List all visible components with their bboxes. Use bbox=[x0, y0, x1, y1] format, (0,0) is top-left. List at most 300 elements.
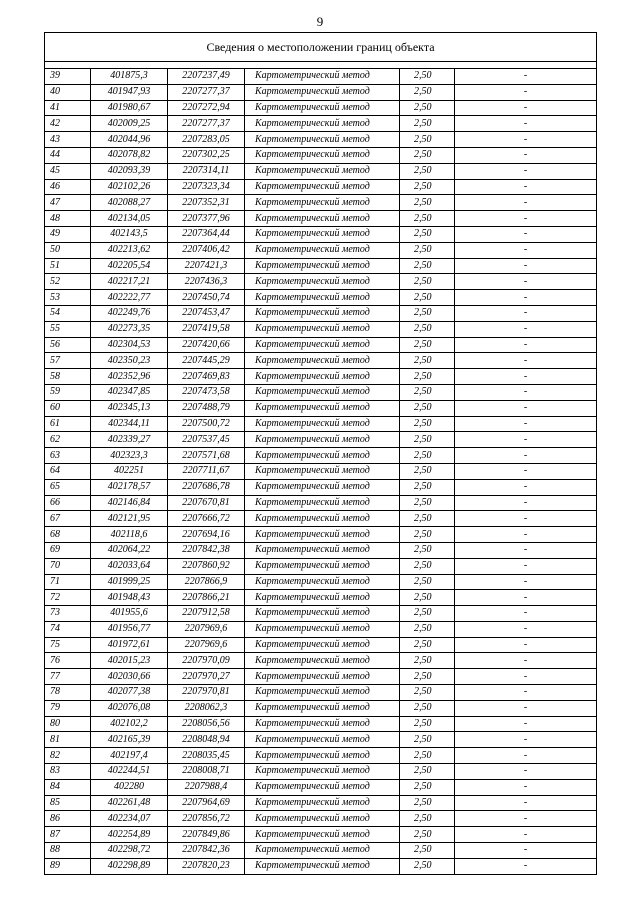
y-coordinate-cell: 2207500,72 bbox=[168, 416, 245, 432]
y-coordinate-cell: 2207856,72 bbox=[168, 811, 245, 827]
table-row bbox=[45, 811, 597, 827]
accuracy-cell: 2,50 bbox=[400, 195, 455, 211]
table-row bbox=[45, 700, 597, 716]
accuracy-cell: 2,50 bbox=[400, 748, 455, 764]
note-cell: - bbox=[455, 195, 597, 211]
method-cell: Картометрический метод bbox=[245, 574, 400, 590]
y-coordinate-cell: 2208062,3 bbox=[168, 700, 245, 716]
note-cell: - bbox=[455, 716, 597, 732]
point-number-cell: 49 bbox=[45, 226, 91, 242]
point-number-cell: 79 bbox=[45, 700, 91, 716]
x-coordinate-cell: 402093,39 bbox=[91, 163, 168, 179]
accuracy-cell: 2,50 bbox=[400, 716, 455, 732]
table-title: Сведения о местоположении границ объекта bbox=[45, 33, 597, 62]
x-coordinate-cell: 402213,62 bbox=[91, 242, 168, 258]
y-coordinate-cell: 2207419,58 bbox=[168, 321, 245, 337]
note-cell: - bbox=[455, 448, 597, 464]
point-number-cell: 75 bbox=[45, 637, 91, 653]
note-cell: - bbox=[455, 700, 597, 716]
method-cell: Картометрический метод bbox=[245, 858, 400, 874]
method-cell: Картометрический метод bbox=[245, 84, 400, 100]
x-coordinate-cell: 402205,54 bbox=[91, 258, 168, 274]
note-cell: - bbox=[455, 211, 597, 227]
note-cell: - bbox=[455, 764, 597, 780]
table-row bbox=[45, 843, 597, 859]
note-cell: - bbox=[455, 226, 597, 242]
table-row bbox=[45, 511, 597, 527]
note-cell: - bbox=[455, 558, 597, 574]
method-cell: Картометрический метод bbox=[245, 795, 400, 811]
accuracy-cell: 2,50 bbox=[400, 400, 455, 416]
method-cell: Картометрический метод bbox=[245, 843, 400, 859]
table-row bbox=[45, 779, 597, 795]
point-number-cell: 57 bbox=[45, 353, 91, 369]
table-row bbox=[45, 574, 597, 590]
table-spacer-row bbox=[45, 62, 597, 69]
note-cell: - bbox=[455, 400, 597, 416]
note-cell: - bbox=[455, 779, 597, 795]
y-coordinate-cell: 2207670,81 bbox=[168, 495, 245, 511]
method-cell: Картометрический метод bbox=[245, 290, 400, 306]
point-number-cell: 47 bbox=[45, 195, 91, 211]
accuracy-cell: 2,50 bbox=[400, 100, 455, 116]
accuracy-cell: 2,50 bbox=[400, 621, 455, 637]
point-number-cell: 81 bbox=[45, 732, 91, 748]
point-number-cell: 66 bbox=[45, 495, 91, 511]
table-row bbox=[45, 116, 597, 132]
note-cell: - bbox=[455, 606, 597, 622]
y-coordinate-cell: 2207912,58 bbox=[168, 606, 245, 622]
table-row bbox=[45, 685, 597, 701]
boundary-coordinates-table bbox=[44, 32, 597, 875]
note-cell: - bbox=[455, 858, 597, 874]
method-cell: Картометрический метод bbox=[245, 685, 400, 701]
table-row bbox=[45, 69, 597, 85]
y-coordinate-cell: 2208008,71 bbox=[168, 764, 245, 780]
table-row bbox=[45, 305, 597, 321]
y-coordinate-cell: 2207420,66 bbox=[168, 337, 245, 353]
note-cell: - bbox=[455, 511, 597, 527]
note-cell: - bbox=[455, 369, 597, 385]
accuracy-cell: 2,50 bbox=[400, 764, 455, 780]
accuracy-cell: 2,50 bbox=[400, 432, 455, 448]
table-row bbox=[45, 163, 597, 179]
accuracy-cell: 2,50 bbox=[400, 811, 455, 827]
method-cell: Картометрический метод bbox=[245, 748, 400, 764]
method-cell: Картометрический метод bbox=[245, 100, 400, 116]
page-number: 9 bbox=[316, 14, 324, 29]
note-cell: - bbox=[455, 795, 597, 811]
y-coordinate-cell: 2207436,3 bbox=[168, 274, 245, 290]
point-number-cell: 80 bbox=[45, 716, 91, 732]
note-cell: - bbox=[455, 384, 597, 400]
accuracy-cell: 2,50 bbox=[400, 463, 455, 479]
method-cell: Картометрический метод bbox=[245, 653, 400, 669]
method-cell: Картометрический метод bbox=[245, 764, 400, 780]
table-row bbox=[45, 732, 597, 748]
accuracy-cell: 2,50 bbox=[400, 637, 455, 653]
method-cell: Картометрический метод bbox=[245, 147, 400, 163]
table-row bbox=[45, 290, 597, 306]
y-coordinate-cell: 2207352,31 bbox=[168, 195, 245, 211]
point-number-cell: 45 bbox=[45, 163, 91, 179]
table-row bbox=[45, 590, 597, 606]
method-cell: Картометрический метод bbox=[245, 495, 400, 511]
point-number-cell: 41 bbox=[45, 100, 91, 116]
point-number-cell: 61 bbox=[45, 416, 91, 432]
y-coordinate-cell: 2207469,83 bbox=[168, 369, 245, 385]
x-coordinate-cell: 402064,22 bbox=[91, 542, 168, 558]
table-spacer-cell bbox=[45, 62, 597, 69]
x-coordinate-cell: 402044,96 bbox=[91, 132, 168, 148]
note-cell: - bbox=[455, 242, 597, 258]
table-row bbox=[45, 448, 597, 464]
y-coordinate-cell: 2208048,94 bbox=[168, 732, 245, 748]
method-cell: Картометрический метод bbox=[245, 305, 400, 321]
y-coordinate-cell: 2207842,38 bbox=[168, 542, 245, 558]
point-number-cell: 78 bbox=[45, 685, 91, 701]
accuracy-cell: 2,50 bbox=[400, 779, 455, 795]
accuracy-cell: 2,50 bbox=[400, 495, 455, 511]
point-number-cell: 44 bbox=[45, 147, 91, 163]
note-cell: - bbox=[455, 100, 597, 116]
x-coordinate-cell: 402015,23 bbox=[91, 653, 168, 669]
note-cell: - bbox=[455, 116, 597, 132]
y-coordinate-cell: 2207970,09 bbox=[168, 653, 245, 669]
note-cell: - bbox=[455, 574, 597, 590]
x-coordinate-cell: 402134,05 bbox=[91, 211, 168, 227]
method-cell: Картометрический метод bbox=[245, 274, 400, 290]
table-row bbox=[45, 242, 597, 258]
x-coordinate-cell: 401972,61 bbox=[91, 637, 168, 653]
x-coordinate-cell: 402249,76 bbox=[91, 305, 168, 321]
x-coordinate-cell: 402088,27 bbox=[91, 195, 168, 211]
point-number-cell: 40 bbox=[45, 84, 91, 100]
method-cell: Картометрический метод bbox=[245, 590, 400, 606]
accuracy-cell: 2,50 bbox=[400, 290, 455, 306]
method-cell: Картометрический метод bbox=[245, 732, 400, 748]
note-cell: - bbox=[455, 542, 597, 558]
table-row bbox=[45, 795, 597, 811]
y-coordinate-cell: 2207842,36 bbox=[168, 843, 245, 859]
method-cell: Картометрический метод bbox=[245, 337, 400, 353]
table-row bbox=[45, 827, 597, 843]
note-cell: - bbox=[455, 337, 597, 353]
accuracy-cell: 2,50 bbox=[400, 732, 455, 748]
method-cell: Картометрический метод bbox=[245, 353, 400, 369]
point-number-cell: 84 bbox=[45, 779, 91, 795]
accuracy-cell: 2,50 bbox=[400, 69, 455, 85]
method-cell: Картометрический метод bbox=[245, 621, 400, 637]
method-cell: Картометрический метод bbox=[245, 242, 400, 258]
y-coordinate-cell: 2207860,92 bbox=[168, 558, 245, 574]
point-number-cell: 82 bbox=[45, 748, 91, 764]
method-cell: Картометрический метод bbox=[245, 321, 400, 337]
point-number-cell: 63 bbox=[45, 448, 91, 464]
accuracy-cell: 2,50 bbox=[400, 527, 455, 543]
method-cell: Картометрический метод bbox=[245, 163, 400, 179]
method-cell: Картометрический метод bbox=[245, 606, 400, 622]
table-row bbox=[45, 463, 597, 479]
accuracy-cell: 2,50 bbox=[400, 700, 455, 716]
table-row bbox=[45, 748, 597, 764]
point-number-cell: 71 bbox=[45, 574, 91, 590]
table-row bbox=[45, 384, 597, 400]
table-row bbox=[45, 637, 597, 653]
accuracy-cell: 2,50 bbox=[400, 321, 455, 337]
table-row bbox=[45, 147, 597, 163]
x-coordinate-cell: 402345,13 bbox=[91, 400, 168, 416]
accuracy-cell: 2,50 bbox=[400, 606, 455, 622]
y-coordinate-cell: 2207302,25 bbox=[168, 147, 245, 163]
method-cell: Картометрический метод bbox=[245, 448, 400, 464]
point-number-cell: 67 bbox=[45, 511, 91, 527]
point-number-cell: 50 bbox=[45, 242, 91, 258]
table-row bbox=[45, 353, 597, 369]
note-cell: - bbox=[455, 621, 597, 637]
point-number-cell: 87 bbox=[45, 827, 91, 843]
y-coordinate-cell: 2207473,58 bbox=[168, 384, 245, 400]
x-coordinate-cell: 401980,67 bbox=[91, 100, 168, 116]
method-cell: Картометрический метод bbox=[245, 716, 400, 732]
accuracy-cell: 2,50 bbox=[400, 384, 455, 400]
point-number-cell: 60 bbox=[45, 400, 91, 416]
accuracy-cell: 2,50 bbox=[400, 116, 455, 132]
point-number-cell: 76 bbox=[45, 653, 91, 669]
y-coordinate-cell: 2208056,56 bbox=[168, 716, 245, 732]
x-coordinate-cell: 402030,66 bbox=[91, 669, 168, 685]
table-row bbox=[45, 669, 597, 685]
note-cell: - bbox=[455, 147, 597, 163]
note-cell: - bbox=[455, 590, 597, 606]
note-cell: - bbox=[455, 637, 597, 653]
table-row bbox=[45, 527, 597, 543]
y-coordinate-cell: 2207711,67 bbox=[168, 463, 245, 479]
note-cell: - bbox=[455, 321, 597, 337]
table-row bbox=[45, 337, 597, 353]
method-cell: Картометрический метод bbox=[245, 700, 400, 716]
note-cell: - bbox=[455, 479, 597, 495]
accuracy-cell: 2,50 bbox=[400, 827, 455, 843]
x-coordinate-cell: 402234,07 bbox=[91, 811, 168, 827]
point-number-cell: 62 bbox=[45, 432, 91, 448]
x-coordinate-cell: 402254,89 bbox=[91, 827, 168, 843]
point-number-cell: 89 bbox=[45, 858, 91, 874]
x-coordinate-cell: 402298,72 bbox=[91, 843, 168, 859]
table-title-row bbox=[45, 33, 597, 62]
x-coordinate-cell: 402304,53 bbox=[91, 337, 168, 353]
x-coordinate-cell: 402118,6 bbox=[91, 527, 168, 543]
y-coordinate-cell: 2207970,81 bbox=[168, 685, 245, 701]
x-coordinate-cell: 402076,08 bbox=[91, 700, 168, 716]
point-number-cell: 64 bbox=[45, 463, 91, 479]
note-cell: - bbox=[455, 179, 597, 195]
table-body bbox=[45, 69, 597, 875]
table-row bbox=[45, 542, 597, 558]
y-coordinate-cell: 2207970,27 bbox=[168, 669, 245, 685]
x-coordinate-cell: 402344,11 bbox=[91, 416, 168, 432]
x-coordinate-cell: 402298,89 bbox=[91, 858, 168, 874]
accuracy-cell: 2,50 bbox=[400, 305, 455, 321]
note-cell: - bbox=[455, 305, 597, 321]
note-cell: - bbox=[455, 416, 597, 432]
accuracy-cell: 2,50 bbox=[400, 669, 455, 685]
x-coordinate-cell: 402033,64 bbox=[91, 558, 168, 574]
note-cell: - bbox=[455, 274, 597, 290]
point-number-cell: 65 bbox=[45, 479, 91, 495]
accuracy-cell: 2,50 bbox=[400, 479, 455, 495]
table-row bbox=[45, 274, 597, 290]
point-number-cell: 85 bbox=[45, 795, 91, 811]
table-row bbox=[45, 716, 597, 732]
x-coordinate-cell: 402251 bbox=[91, 463, 168, 479]
method-cell: Картометрический метод bbox=[245, 116, 400, 132]
table-row bbox=[45, 479, 597, 495]
table-row bbox=[45, 416, 597, 432]
point-number-cell: 43 bbox=[45, 132, 91, 148]
table-row bbox=[45, 226, 597, 242]
method-cell: Картометрический метод bbox=[245, 542, 400, 558]
y-coordinate-cell: 2207866,21 bbox=[168, 590, 245, 606]
table-row bbox=[45, 558, 597, 574]
method-cell: Картометрический метод bbox=[245, 416, 400, 432]
note-cell: - bbox=[455, 69, 597, 85]
table-row bbox=[45, 211, 597, 227]
x-coordinate-cell: 402009,25 bbox=[91, 116, 168, 132]
point-number-cell: 77 bbox=[45, 669, 91, 685]
x-coordinate-cell: 402102,26 bbox=[91, 179, 168, 195]
y-coordinate-cell: 2207964,69 bbox=[168, 795, 245, 811]
y-coordinate-cell: 2207272,94 bbox=[168, 100, 245, 116]
accuracy-cell: 2,50 bbox=[400, 132, 455, 148]
x-coordinate-cell: 402339,27 bbox=[91, 432, 168, 448]
accuracy-cell: 2,50 bbox=[400, 416, 455, 432]
table-row bbox=[45, 400, 597, 416]
x-coordinate-cell: 402146,84 bbox=[91, 495, 168, 511]
method-cell: Картометрический метод bbox=[245, 432, 400, 448]
point-number-cell: 54 bbox=[45, 305, 91, 321]
accuracy-cell: 2,50 bbox=[400, 147, 455, 163]
y-coordinate-cell: 2207283,05 bbox=[168, 132, 245, 148]
method-cell: Картометрический метод bbox=[245, 558, 400, 574]
table-row bbox=[45, 432, 597, 448]
point-number-cell: 86 bbox=[45, 811, 91, 827]
method-cell: Картометрический метод bbox=[245, 69, 400, 85]
point-number-cell: 56 bbox=[45, 337, 91, 353]
x-coordinate-cell: 401947,93 bbox=[91, 84, 168, 100]
point-number-cell: 48 bbox=[45, 211, 91, 227]
y-coordinate-cell: 2207988,4 bbox=[168, 779, 245, 795]
table-row bbox=[45, 179, 597, 195]
x-coordinate-cell: 402197,4 bbox=[91, 748, 168, 764]
x-coordinate-cell: 402078,82 bbox=[91, 147, 168, 163]
note-cell: - bbox=[455, 811, 597, 827]
table-row bbox=[45, 621, 597, 637]
point-number-cell: 70 bbox=[45, 558, 91, 574]
x-coordinate-cell: 402165,39 bbox=[91, 732, 168, 748]
x-coordinate-cell: 402347,85 bbox=[91, 384, 168, 400]
method-cell: Картометрический метод bbox=[245, 369, 400, 385]
note-cell: - bbox=[455, 132, 597, 148]
method-cell: Картометрический метод bbox=[245, 226, 400, 242]
note-cell: - bbox=[455, 669, 597, 685]
accuracy-cell: 2,50 bbox=[400, 226, 455, 242]
y-coordinate-cell: 2207571,68 bbox=[168, 448, 245, 464]
table-row bbox=[45, 653, 597, 669]
accuracy-cell: 2,50 bbox=[400, 858, 455, 874]
x-coordinate-cell: 402222,77 bbox=[91, 290, 168, 306]
method-cell: Картометрический метод bbox=[245, 527, 400, 543]
point-number-cell: 53 bbox=[45, 290, 91, 306]
note-cell: - bbox=[455, 843, 597, 859]
y-coordinate-cell: 2207969,6 bbox=[168, 621, 245, 637]
accuracy-cell: 2,50 bbox=[400, 574, 455, 590]
y-coordinate-cell: 2207849,86 bbox=[168, 827, 245, 843]
y-coordinate-cell: 2207866,9 bbox=[168, 574, 245, 590]
x-coordinate-cell: 401948,43 bbox=[91, 590, 168, 606]
method-cell: Картометрический метод bbox=[245, 179, 400, 195]
note-cell: - bbox=[455, 432, 597, 448]
point-number-cell: 68 bbox=[45, 527, 91, 543]
table-row bbox=[45, 258, 597, 274]
point-number-cell: 58 bbox=[45, 369, 91, 385]
x-coordinate-cell: 402121,95 bbox=[91, 511, 168, 527]
accuracy-cell: 2,50 bbox=[400, 542, 455, 558]
note-cell: - bbox=[455, 495, 597, 511]
y-coordinate-cell: 2207377,96 bbox=[168, 211, 245, 227]
document-sheet bbox=[44, 32, 596, 875]
method-cell: Картометрический метод bbox=[245, 195, 400, 211]
x-coordinate-cell: 402280 bbox=[91, 779, 168, 795]
note-cell: - bbox=[455, 353, 597, 369]
x-coordinate-cell: 402244,51 bbox=[91, 764, 168, 780]
y-coordinate-cell: 2207969,6 bbox=[168, 637, 245, 653]
x-coordinate-cell: 401955,6 bbox=[91, 606, 168, 622]
accuracy-cell: 2,50 bbox=[400, 795, 455, 811]
point-number-cell: 55 bbox=[45, 321, 91, 337]
point-number-cell: 42 bbox=[45, 116, 91, 132]
x-coordinate-cell: 401999,25 bbox=[91, 574, 168, 590]
accuracy-cell: 2,50 bbox=[400, 448, 455, 464]
table-row bbox=[45, 606, 597, 622]
y-coordinate-cell: 2207820,23 bbox=[168, 858, 245, 874]
method-cell: Картометрический метод bbox=[245, 258, 400, 274]
y-coordinate-cell: 2207364,44 bbox=[168, 226, 245, 242]
accuracy-cell: 2,50 bbox=[400, 163, 455, 179]
x-coordinate-cell: 402352,96 bbox=[91, 369, 168, 385]
note-cell: - bbox=[455, 732, 597, 748]
accuracy-cell: 2,50 bbox=[400, 258, 455, 274]
y-coordinate-cell: 2207277,37 bbox=[168, 116, 245, 132]
y-coordinate-cell: 2208035,45 bbox=[168, 748, 245, 764]
accuracy-cell: 2,50 bbox=[400, 590, 455, 606]
note-cell: - bbox=[455, 463, 597, 479]
point-number-cell: 73 bbox=[45, 606, 91, 622]
table-row bbox=[45, 321, 597, 337]
accuracy-cell: 2,50 bbox=[400, 685, 455, 701]
table-row bbox=[45, 100, 597, 116]
x-coordinate-cell: 402077,38 bbox=[91, 685, 168, 701]
point-number-cell: 39 bbox=[45, 69, 91, 85]
x-coordinate-cell: 402102,2 bbox=[91, 716, 168, 732]
note-cell: - bbox=[455, 163, 597, 179]
note-cell: - bbox=[455, 258, 597, 274]
y-coordinate-cell: 2207323,34 bbox=[168, 179, 245, 195]
y-coordinate-cell: 2207277,37 bbox=[168, 84, 245, 100]
y-coordinate-cell: 2207537,45 bbox=[168, 432, 245, 448]
x-coordinate-cell: 402143,5 bbox=[91, 226, 168, 242]
accuracy-cell: 2,50 bbox=[400, 179, 455, 195]
